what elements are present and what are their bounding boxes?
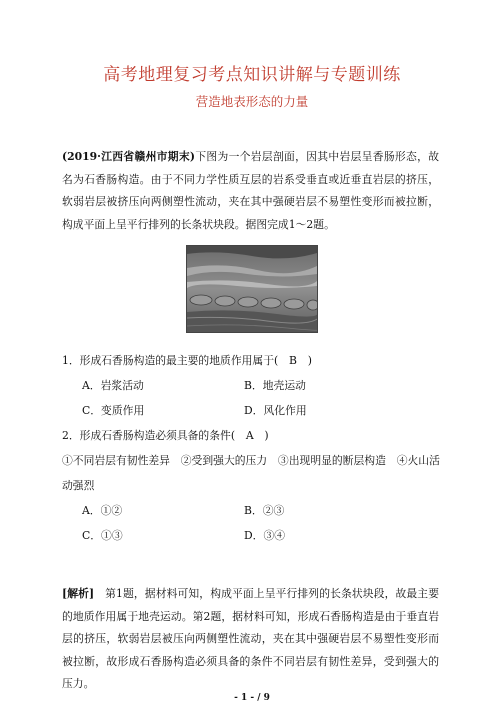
- question-2-items-line2: 动强烈: [62, 479, 95, 492]
- document-subtitle: 营造地表形态的力量: [195, 94, 309, 109]
- rock-strata-photo: [186, 245, 318, 333]
- question-2-items-line1: ①不同岩层有韧性差异 ②受到强大的压力 ③出现明显的断层构造 ④火山活: [62, 454, 440, 467]
- analysis-tag: [解析]: [62, 587, 95, 600]
- question-1-option-c: C．变质作用: [82, 404, 145, 417]
- analysis-text: 第1题，据材料可知，构成平面上呈平行排列的长条状块段，故最主要的地质作用属于地壳运动。第2题，据材料可知，形成石香肠构造是由于垂直岩层的挤压，软弱岩层被压向两侧塑性流动，夹在其中强硬岩层不易塑性变形而被拉断，故形成石香肠构造必须具备的条件不同岩层有韧性差异，受到强大的压力。: [62, 587, 439, 690]
- question-1-stem: 1．形成石香肠构造的最主要的地质作用属于( B ): [62, 354, 312, 367]
- intro-paragraph: [62, 146, 439, 236]
- question-1-option-a: A．岩浆活动: [82, 379, 144, 392]
- question-2-stem: 2．形成石香肠构造必须具备的条件( A ): [62, 429, 269, 442]
- analysis-paragraph: [62, 583, 439, 696]
- question-2-option-c: C．①③: [82, 529, 123, 542]
- question-1-option-b: B．地壳运动: [244, 379, 306, 392]
- document-title: 高考地理复习考点知识讲解与专题训练: [103, 65, 401, 85]
- question-2-option-d: D．③④: [244, 529, 286, 542]
- page-number: - 1 - / 9: [234, 693, 270, 703]
- intro-text: 下图为一个岩层剖面，因其中岩层呈香肠形态，故名为石香肠构造。由于不同力学性质互层的岩系受垂直或近垂直岩层的挤压，软弱岩层被挤压向两侧塑性流动，夹在其中强硬岩层不易塑性变形而被拉断，构成平面上呈平行排列的长条状块段。据图完成1～2题。: [62, 150, 439, 231]
- boudinage-photo-image: [187, 246, 317, 332]
- question-2-option-b: B．②③: [244, 504, 285, 517]
- intro-source: (2019·江西省赣州市期末): [62, 150, 196, 163]
- question-1-option-d: D．风化作用: [244, 404, 307, 417]
- question-2-option-a: A．①②: [82, 504, 123, 517]
